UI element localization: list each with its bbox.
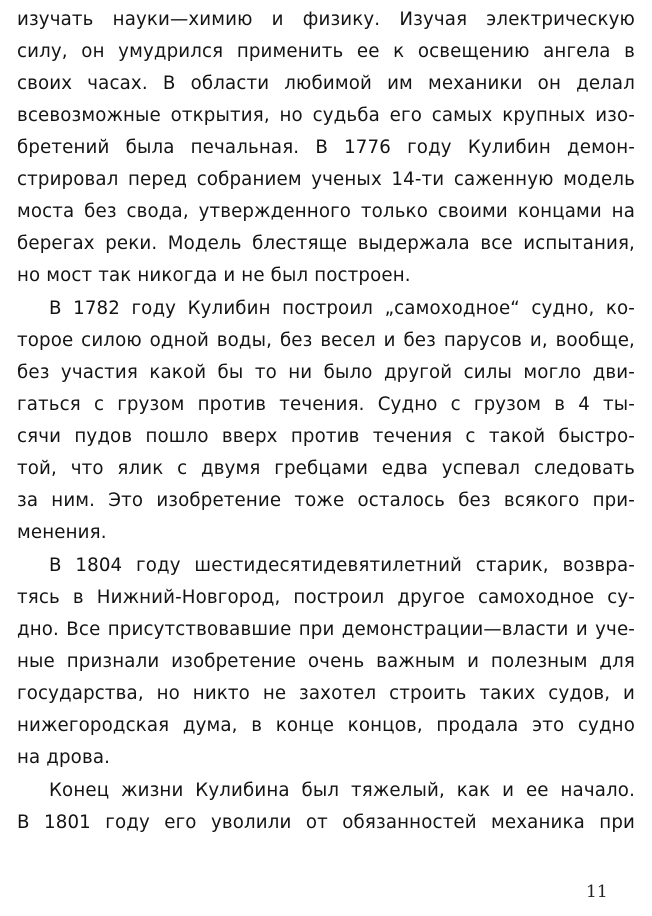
text-line-20: дно. Все присутствовавшие при демонстрации—власти и уче- — [17, 619, 635, 640]
text-line-15: той, что ялик с двумя гребцами едва успевал следовать — [17, 458, 635, 479]
text-line-13: гаться с грузом против течения. Судно с грузом в 4 ты- — [17, 394, 635, 415]
text-line-12: без участия какой бы то ни было другой силы могло дви- — [17, 362, 635, 383]
text-line-16: за ним. Это изобретение тоже осталось без всякого при- — [17, 490, 635, 511]
text-line-11: торое силою одной воды, без весел и без парусов и, вообще, — [17, 330, 635, 351]
text-line-9: но мост так никогда и не был построен. — [17, 265, 411, 286]
text-line-14: сячи пудов пошло вверх против течения с такой быстро- — [17, 426, 635, 447]
text-line-19: тясь в Нижний-Новгород, построил другое самоходное су- — [17, 587, 635, 608]
text-line-3: своих часах. В области любимой им механики он делал — [17, 73, 635, 94]
text-line-5: бретений была печальная. В 1776 году Кулибин демон- — [17, 137, 635, 158]
text-line-10: В 1782 году Кулибин построил „самоходное“ судно, ко- — [49, 298, 635, 319]
text-line-7: моста без свода, утвержденного только своими концами на — [17, 201, 635, 222]
text-line-1: изучать науки—химию и физику. Изучая электрическую — [17, 9, 635, 30]
text-line-18: В 1804 году шестидесятидевятилетний старик, возвра- — [49, 555, 635, 576]
text-line-23: нижегородская дума, в конце концов, продала это судно — [17, 715, 635, 736]
text-line-22: государства, но никто не захотел строить таких судов, и — [17, 683, 635, 704]
page-number: 11 — [586, 882, 608, 902]
text-line-17: менения. — [17, 522, 107, 543]
text-line-24: на дрова. — [17, 747, 111, 768]
text-line-4: всевозможные открытия, но судьба его самых крупных изо- — [17, 105, 635, 126]
text-line-21: ные признали изобретение очень важным и полезным для — [17, 651, 635, 672]
text-line-26: В 1801 году его уволили от обязанностей механика при — [17, 812, 635, 833]
text-line-6: стрировал перед собранием ученых 14-ти саженную модель — [17, 169, 635, 190]
text-line-2: силу, он умудрился применить ее к освещению ангела в — [17, 41, 635, 62]
text-line-8: берегах реки. Модель блестяще выдержала все испытания, — [17, 233, 635, 254]
text-line-25: Конец жизни Кулибина был тяжелый, как и ее начало. — [49, 780, 635, 801]
